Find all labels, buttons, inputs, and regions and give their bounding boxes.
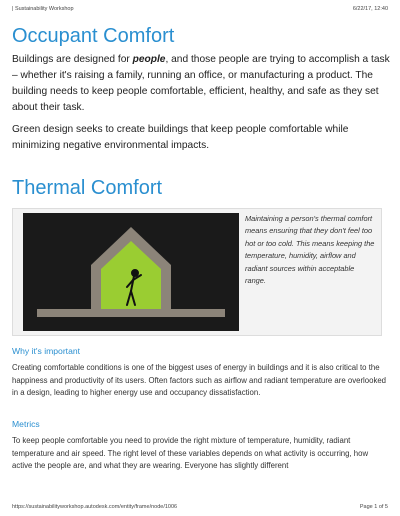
house-illustration: [23, 213, 239, 331]
metrics-text: To keep people comfortable you need to provide the right mixture of temperature, humidity, radiant temperature and air speed. The right level of these variables depends on what activity is occurring, how active the people are, and what they are wearing. Everyone has slightly different: [12, 436, 369, 471]
header-site-name: | Sustainability Workshop: [12, 6, 74, 12]
occupant-comfort-title: Occupant Comfort: [12, 25, 175, 47]
figure-caption: Maintaining a person's thermal comfort means ensuring that they don't feel too hot or too cold. This means keeping the temperature, humidity, airflow and radiant sources within acceptable range.: [245, 214, 375, 286]
footer-url: https://sustainabilityworkshop.autodesk.com/entity/frame/node/1006: [12, 504, 178, 510]
footer-page-number: Page 1 of 5: [359, 504, 388, 510]
why-important-text: Creating comfortable conditions is one of the biggest uses of energy in buildings and it is also critical to the happiness and productivity of its users. Often factors such as airflow and radiant temperature are overlooked in a design, leading to higher energy use and occupancy dissatisfaction.: [12, 363, 387, 398]
thermal-comfort-figure: [12, 208, 382, 336]
print-footer: [12, 504, 388, 510]
header-timestamp: 6/22/17, 12:40: [352, 6, 388, 12]
green-design-paragraph: Green design seeks to create buildings that keep people comfortable while minimizing negative environmental impacts.: [12, 124, 349, 151]
ground-line: [37, 309, 225, 317]
intro-text-start: Buildings are designed for: [12, 54, 133, 65]
metrics-heading: Metrics: [12, 419, 40, 429]
occupant-intro-paragraph: [12, 52, 390, 116]
why-important-heading: Why it's important: [12, 346, 81, 356]
intro-text-end: , and those people are trying to accomplish a task – whether it's raising a family, running an office, or manufacturing a product. The building needs to keep people comfortable, efficient, healthy, and safe as they set about their task.: [12, 54, 390, 113]
intro-emphasis-people: people: [132, 54, 166, 65]
thermal-comfort-title: Thermal Comfort: [12, 177, 163, 199]
print-header: [12, 6, 388, 16]
